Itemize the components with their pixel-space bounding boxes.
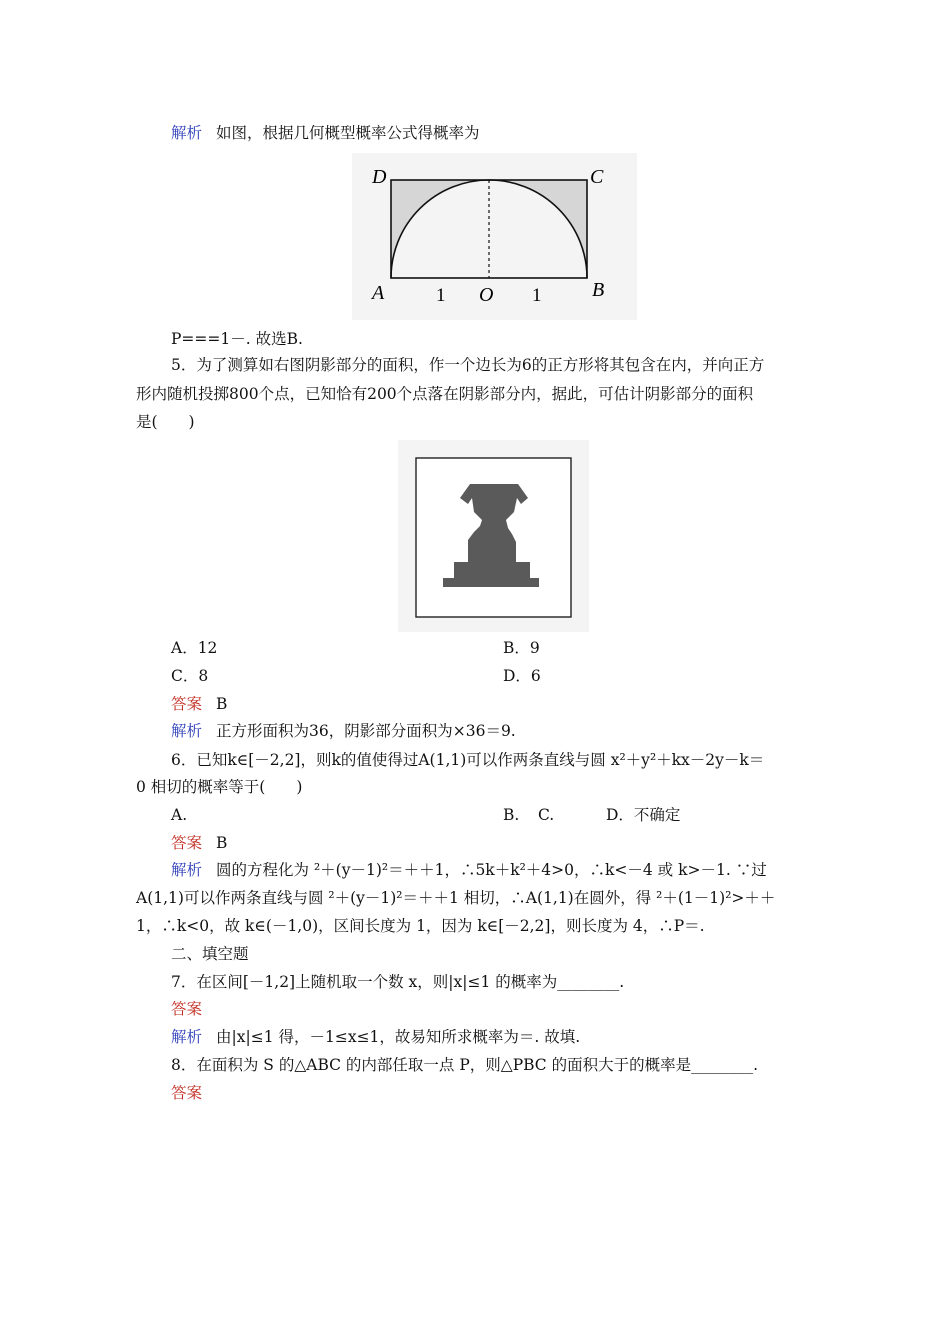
q6-analysis-line-2: A(1,1)可以作两条直线与圆 ²＋(y－1)²＝＋＋1 相切，∴A(1,1)在圆外，得 ²＋(1－1)²>＋＋ <box>136 889 776 907</box>
dog-shadow-figure <box>398 440 589 632</box>
q6-analysis-line-3: 1，∴k<0，故 k∈(－1,0)，区间长度为 1，因为 k∈[－2,2]，则长度为 4，∴P＝. <box>136 917 705 935</box>
q7-analysis-line <box>171 1027 580 1047</box>
q5-answer: B <box>216 695 228 713</box>
result-line: P===1－. 故选B. <box>171 330 303 348</box>
analysis-line <box>171 123 480 143</box>
analysis-tag: 解析 <box>171 1028 203 1046</box>
q5-option-c: C．8 <box>171 667 209 685</box>
analysis-tag: 解析 <box>171 722 203 740</box>
semicircle-rectangle-figure <box>352 153 637 320</box>
answer-tag: 答案 <box>171 695 203 713</box>
label-b: B <box>592 279 605 301</box>
answer-tag: 答案 <box>171 1000 203 1018</box>
q5-analysis-line <box>171 721 516 741</box>
label-one-left: 1 <box>436 285 446 306</box>
q5-option-b: B．9 <box>503 639 540 657</box>
label-d: D <box>372 166 387 188</box>
q6-option-b: B. <box>503 806 520 824</box>
q6-line-2: 0 相切的概率等于( ) <box>136 778 303 796</box>
q5-line-3: 是( ) <box>136 413 195 431</box>
q6-answer-line <box>171 833 227 853</box>
section-title: 二、填空题 <box>171 945 249 963</box>
q7-line: 7．在区间[－1,2]上随机取一个数 x，则|x|≤1 的概率为________. <box>171 973 625 991</box>
q5-answer-line <box>171 694 227 714</box>
q6-option-d: D．不确定 <box>606 806 681 824</box>
analysis-text: 如图，根据几何概型概率公式得概率为 <box>216 124 480 142</box>
q6-option-a: A. <box>171 806 188 824</box>
q5-analysis: 正方形面积为36，阴影部分面积为×36＝9. <box>216 722 516 740</box>
q5-line-1: 5．为了测算如右图阴影部分的面积，作一个边长为6的正方形将其包含在内，并向正方 <box>171 356 765 374</box>
analysis-tag: 解析 <box>171 861 203 879</box>
label-a: A <box>372 282 385 304</box>
analysis-tag: 解析 <box>171 124 203 142</box>
q6-answer: B <box>216 834 228 852</box>
q6-line-1: 6．已知k∈[－2,2]，则k的值使得过A(1,1)可以作两条直线与圆 x²＋y²＋kx－2y－k＝ <box>171 751 765 769</box>
answer-tag: 答案 <box>171 1084 203 1102</box>
label-one-right: 1 <box>532 285 542 306</box>
answer-tag: 答案 <box>171 834 203 852</box>
label-c: C <box>590 166 604 188</box>
q5-option-a: A．12 <box>171 639 218 657</box>
q8-line: 8．在面积为 S 的△ABC 的内部任取一点 P，则△PBC 的面积大于的概率是________. <box>171 1056 759 1074</box>
label-o: O <box>479 284 494 306</box>
q6-option-c: C. <box>538 806 555 824</box>
q5-option-d: D．6 <box>503 667 541 685</box>
q7-analysis: 由|x|≤1 得，－1≤x≤1，故易知所求概率为＝. 故填. <box>216 1028 581 1046</box>
q7-answer-line <box>171 999 216 1019</box>
q5-line-2: 形内随机投掷800个点，已知恰有200个点落在阴影部分内，据此，可估计阴影部分的面积 <box>136 385 754 403</box>
q6-analysis-line-1 <box>171 860 767 880</box>
q6-analysis-1: 圆的方程化为 ²＋(y－1)²＝＋＋1，∴5k＋k²＋4>0，∴k<－4 或 k>－1. ∵过 <box>216 861 767 879</box>
q8-answer-line <box>171 1083 216 1103</box>
